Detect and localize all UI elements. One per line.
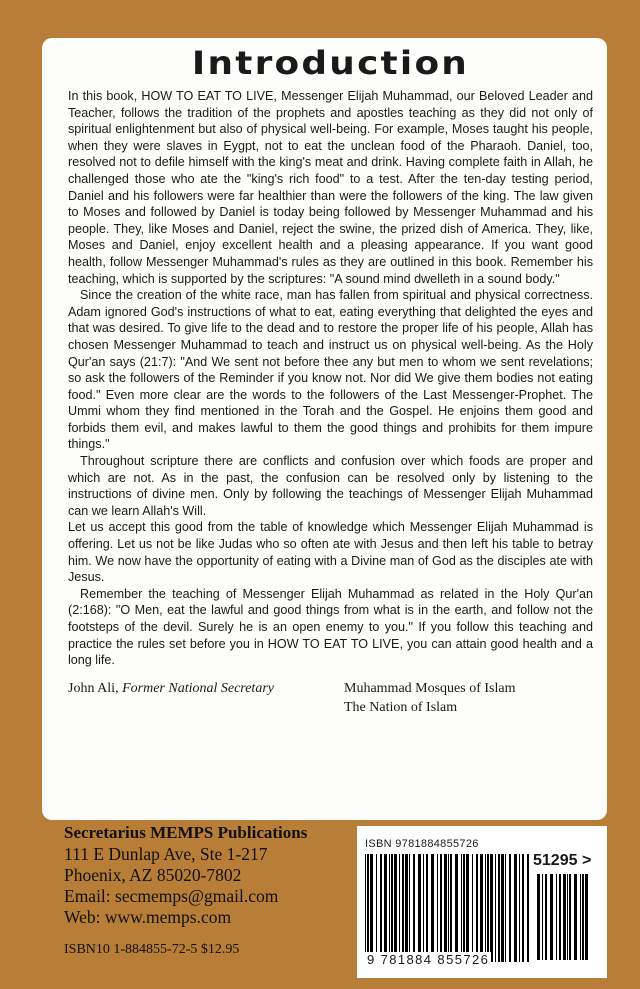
barcode-addon-label: 51295 >: [533, 852, 592, 869]
barcode-bar: [365, 854, 366, 962]
paragraph-2: Since the creation of the white race, man has fallen from spiritual and physical correctness. Adam ignored God's instructions of what to eat, eating everything that delighted the eyes and that was desired. To give life to the dead and to restore the proper life of his people, Allah has chosen Messenger Muhammad to teach and instruct us on physical well-being. As the Holy Qur'an says (21:7): "And We sent not before thee any but men to whom we sent revelations; so ask the followers of the Reminder if you know not. Nor did We give them bodies not eating food." Even more clear are the words to the followers of the Last Messenger-Prophet. The Ummi whom they find mentioned in the Torah and the Gospel. He enjoins them good and forbids them evil, and makes lawful to them the good things and prohibits for them impure things.": [68, 288, 593, 452]
barcode-bar: [450, 854, 452, 962]
barcode-bar: [487, 854, 489, 962]
publisher-email: Email: secmemps@gmail.com: [64, 886, 279, 906]
barcode-bar: [567, 874, 568, 960]
barcode-bar: [490, 854, 493, 962]
introduction-body: [68, 88, 593, 669]
barcode-bar: [498, 854, 500, 962]
barcode-bar: [522, 854, 524, 962]
barcode-bar: [509, 854, 511, 962]
barcode-bar: [461, 854, 462, 962]
barcode-bar: [399, 854, 400, 962]
barcode-bar: [527, 854, 529, 962]
barcode-bar: [569, 874, 571, 960]
publisher-address-2: Phoenix, AZ 85020-7802: [64, 865, 242, 885]
barcode-bar: [370, 854, 373, 962]
barcode-bar: [418, 854, 421, 962]
publisher-name: Secretarius MEMPS Publications: [64, 823, 308, 842]
barcode-bar: [409, 854, 410, 962]
publisher-info: [64, 822, 307, 958]
barcode-bar: [444, 854, 447, 962]
barcode-bar: [431, 854, 434, 962]
barcode-bar: [472, 854, 473, 962]
barcode-bar: [501, 854, 504, 962]
publisher-address-1: 111 E Dunlap Ave, Ste 1-217: [64, 844, 268, 864]
barcode-bar: [514, 854, 517, 962]
barcode-addon-bars: [537, 874, 589, 960]
barcode-bar: [582, 874, 584, 960]
barcode-bar: [585, 874, 588, 960]
barcode-bar: [394, 854, 397, 962]
barcode-bar: [563, 874, 566, 960]
barcode-bar: [423, 854, 424, 962]
barcode-bar: [437, 854, 438, 962]
barcode-bar: [559, 874, 561, 960]
barcode-bar: [391, 854, 393, 962]
barcode-bar: [550, 874, 553, 960]
barcode-bar: [480, 854, 483, 962]
barcode-bar: [405, 854, 408, 962]
author-name: John Ali,: [68, 680, 119, 696]
barcode-bar: [495, 854, 496, 962]
barcode-bar: [440, 854, 442, 962]
barcode-bar: [542, 874, 543, 960]
barcode-bar: [463, 854, 465, 962]
barcode-bar: [455, 854, 458, 962]
barcode-bar: [466, 854, 469, 962]
barcode-bar: [413, 854, 415, 962]
author-role: Former National Secretary: [122, 680, 274, 696]
barcode-bar: [545, 874, 547, 960]
barcode-bar: [537, 874, 540, 960]
page-title: Introduction: [191, 44, 470, 82]
barcode-bar: [580, 874, 581, 960]
barcode-bar: [519, 854, 520, 962]
barcode-bar: [448, 854, 449, 962]
barcode-bar: [384, 854, 387, 962]
barcode-bar: [485, 854, 486, 962]
paragraph-4: Let us accept this good from the table of knowledge which Messenger Elijah Muhammad is offering. Let us not be like Judas who so often ate with Jesus and then left his table to betray him. We now have the opportunity of eating with a Divine man of God as the disciples ate with Jesus.: [68, 520, 593, 585]
paragraph-1: In this book, HOW TO EAT TO LIVE, Messenger Elijah Muhammad, our Beloved Leader and Teacher, follows the tradition of the prophets and apostles teaching as they did not only of spiritual enlightenment but also of physical well-being. For example, Moses taught his people, when they were slaves in Eygpt, not to eat the unclean food of the Pharaoh. Daniel, too, resolved not to defile himself with the king's meat and drink. Having complete faith in Allah, he challenged those who ate the "king's rich food" to a test. After the ten-day testing period, Daniel and his followers were far healthier than were the followers of the king. The law given to Moses and followed by Daniel is today being followed by Messenger Muhammad and his people. They, like Moses and Daniel, reject the swine, the prized dish of America. They, like, Moses and Daniel, enjoy excellent health and a pleasing appearance. If you want good health, follow Messenger Muhammad's rules as they are outlined in this book. Remember his teaching, which is supported by the scriptures: "A sound mind dwelleth in a sound body.": [68, 89, 593, 286]
back-cover-panel: [42, 38, 607, 820]
signature-block: [68, 679, 593, 717]
barcode-bar: [402, 854, 404, 962]
barcode-bar: [556, 874, 557, 960]
barcode-isbn-label: ISBN 9781884855726: [365, 838, 479, 850]
paragraph-3: Throughout scripture there are conflicts and confusion over which foods are proper and which are not. As in the past, the confusion can be resolved only by listening to the instructions of divine men. Only by following the teachings of Messenger Elijah Muhammad can we learn Allah's Will.: [68, 454, 593, 518]
organization-line-1: Muhammad Mosques of Islam: [344, 680, 516, 696]
barcode-bar: [380, 854, 382, 962]
barcode: [357, 826, 607, 978]
barcode-bar: [476, 854, 478, 962]
isbn10-price: ISBN10 1-884855-72-5 $12.95: [64, 942, 240, 957]
barcode-bar: [426, 854, 428, 962]
organization-line-2: The Nation of Islam: [344, 699, 458, 715]
paragraph-5: Remember the teaching of Messenger Elijah Muhammad as related in the Holy Qur'an (2:168): "O Men, eat the lawful and good things from what is in the earth, and follow not the footsteps of the devil. Surely he is an open enemy to you." If you follow this teaching and practice the rules set before you in HOW TO EAT TO LIVE, you can attain good health and a long life.: [68, 586, 593, 668]
barcode-bar: [574, 874, 577, 960]
barcode-bar: [367, 854, 369, 962]
barcode-bar: [389, 854, 390, 962]
barcode-bar: [376, 854, 377, 962]
barcode-bar: [505, 854, 506, 962]
publisher-web: Web: www.memps.com: [64, 907, 232, 927]
barcode-bars: [365, 854, 529, 962]
barcode-digits: 9 781884 855726: [367, 952, 490, 967]
